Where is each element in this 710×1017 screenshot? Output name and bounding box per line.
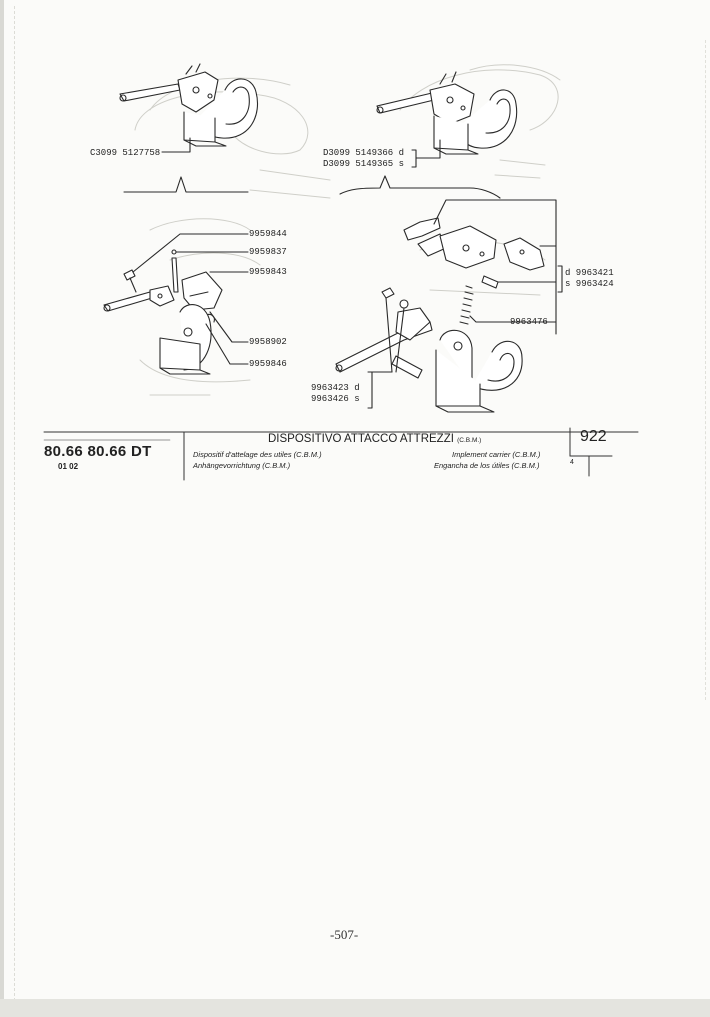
scan-edge-bottom <box>0 999 710 1017</box>
part-number-label: 9963426 s <box>311 394 360 404</box>
sheet-number: 4 <box>570 459 574 466</box>
section-title-italian <box>268 433 481 445</box>
bottom-right-exploded-view <box>336 200 562 412</box>
divider-tick-left <box>124 177 248 192</box>
divider-tick-right <box>340 176 500 198</box>
part-number-label: 9959844 <box>249 229 287 239</box>
part-ref-top-right-d: D3099 5149366 d <box>323 148 405 158</box>
page-number: -507- <box>330 927 359 942</box>
section-title-english: Implement carrier (C.B.M.) <box>452 450 541 459</box>
section-title-italian-text: DISPOSITIVO ATTACCO ATTREZZI <box>268 433 454 445</box>
model-code: 01 02 <box>58 462 79 471</box>
bottom-left-exploded-view <box>104 234 248 374</box>
section-title-spanish: Engancha de los útiles (C.B.M.) <box>434 461 540 470</box>
section-title-german: Anhängevorrichtung (C.B.M.) <box>193 461 291 470</box>
part-number-label: 9958902 <box>249 337 287 347</box>
plate-number: 922 <box>580 428 607 445</box>
section-title-french: Dispositif d'attelage des utiles (C.B.M.) <box>193 450 322 459</box>
part-ref-top-left: C3099 5127758 <box>90 148 161 158</box>
part-number-label: 9963423 d <box>311 383 360 393</box>
section-title-suffix: (C.B.M.) <box>457 437 482 444</box>
part-number-label: 9963476 <box>510 317 548 327</box>
model-title: 80.66 80.66 DT <box>44 443 152 460</box>
part-ref-top-right-s: D3099 5149365 s <box>323 159 405 169</box>
part-number-label: 9959837 <box>249 247 287 257</box>
part-number-label: d 9963421 <box>565 268 614 278</box>
part-number-label: 9959843 <box>249 267 287 277</box>
part-number-label: 9959846 <box>249 359 287 369</box>
part-number-label: s 9963424 <box>565 279 614 289</box>
